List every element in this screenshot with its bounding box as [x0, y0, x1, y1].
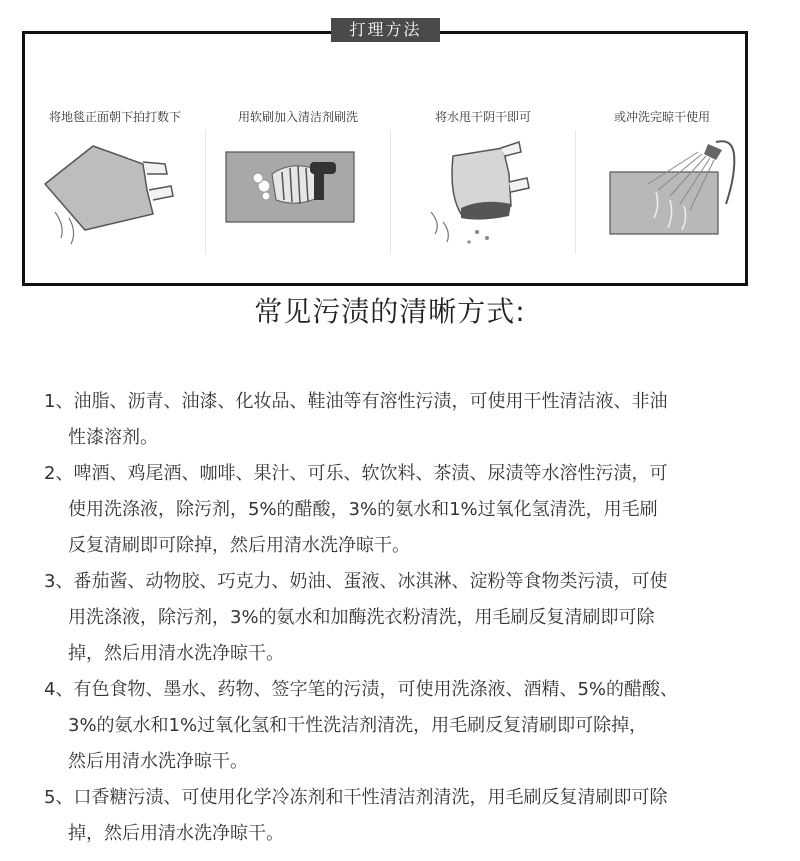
stain-tip-text: 反复清刷即可除掉，然后用清水洗净晾干。: [68, 535, 410, 556]
stain-tip-text: 啤酒、鸡尾酒、咖啡、果汁、可乐、软饮料、茶渍、尿渍等水溶性污渍，可: [73, 463, 668, 484]
stain-tip-text: 番茄酱、动物胶、巧克力、奶油、蛋液、冰淇淋、淀粉等食物类污渍，可使: [73, 571, 668, 592]
brush-scrub-icon: [206, 134, 390, 254]
stain-tip-line: [44, 780, 744, 816]
stain-tip-line: [44, 492, 744, 528]
rug-beat-icon: [25, 134, 205, 254]
stain-tip-line: [44, 456, 744, 492]
care-step-beat: [25, 34, 205, 283]
page-heading: 常见污渍的清晰方式:: [254, 295, 526, 328]
stain-tip-text: 有色食物、墨水、药物、签字笔的污渍，可使用洗涤液、酒精、5%的醋酸、: [73, 679, 679, 700]
stain-tip-item: [44, 564, 744, 672]
stain-tips-list: [44, 384, 744, 852]
stain-tip-number: 2、: [44, 463, 74, 484]
stain-tip-text: 性漆溶剂。: [68, 427, 158, 448]
stain-tip-number: 5、: [44, 787, 74, 808]
stain-tip-line: [44, 528, 744, 564]
stain-tip-item: [44, 384, 744, 456]
care-instructions-panel: [22, 31, 748, 286]
stain-tip-line: [44, 672, 744, 708]
stain-tip-line: [44, 420, 744, 456]
stain-tip-line: [44, 744, 744, 780]
shower-rinse-icon: [576, 134, 748, 254]
stain-tip-line: [44, 564, 744, 600]
stain-tip-line: [44, 708, 744, 744]
stain-tip-line: [44, 600, 744, 636]
stain-tip-text: 使用洗涤液，除污剂，5%的醋酸，3%的氨水和1%过氧化氢清洗，用毛刷: [68, 499, 658, 520]
care-step-label: 或冲洗完晾干使用: [613, 110, 710, 124]
shake-dry-icon: [391, 134, 575, 254]
stain-tip-number: 1、: [44, 391, 74, 412]
care-title: 打理方法: [331, 18, 440, 42]
care-step-dry: [391, 34, 575, 283]
care-step-rinse: [576, 34, 748, 283]
stain-tip-text: 然后用清水洗净晾干。: [68, 751, 248, 772]
stain-tip-number: 3、: [44, 571, 74, 592]
care-step-label: 用软刷加入清洁剂刷洗: [237, 110, 358, 124]
stain-tip-item: [44, 780, 744, 852]
stain-tip-text: 用洗涤液，除污剂，3%的氨水和加酶洗衣粉清洗，用毛刷反复清刷即可除: [68, 607, 655, 628]
stain-tip-text: 掉，然后用清水洗净晾干。: [68, 823, 284, 844]
stain-tip-line: [44, 636, 744, 672]
stain-tip-text: 掉，然后用清水洗净晾干。: [68, 643, 284, 664]
stain-tip-text: 油脂、沥青、油漆、化妆品、鞋油等有溶性污渍，可使用干性清洁液、非油: [73, 391, 668, 412]
stain-tip-item: [44, 672, 744, 780]
stain-tip-text: 3%的氨水和1%过氧化氢和干性洗洁剂清洗，用毛刷反复清刷即可除掉，: [68, 715, 648, 736]
stain-tip-line: [44, 816, 744, 852]
stain-tip-item: [44, 456, 744, 564]
care-step-label: 将水甩干阴干即可: [434, 110, 531, 124]
care-step-label: 将地毯正面朝下拍打数下: [48, 110, 181, 124]
care-step-brush: [206, 34, 390, 283]
stain-tip-number: 4、: [44, 679, 74, 700]
stain-tip-text: 口香糖污渍、可使用化学冷冻剂和干性清洁剂清洗，用毛刷反复清刷即可除: [73, 787, 668, 808]
stain-tip-line: [44, 384, 744, 420]
